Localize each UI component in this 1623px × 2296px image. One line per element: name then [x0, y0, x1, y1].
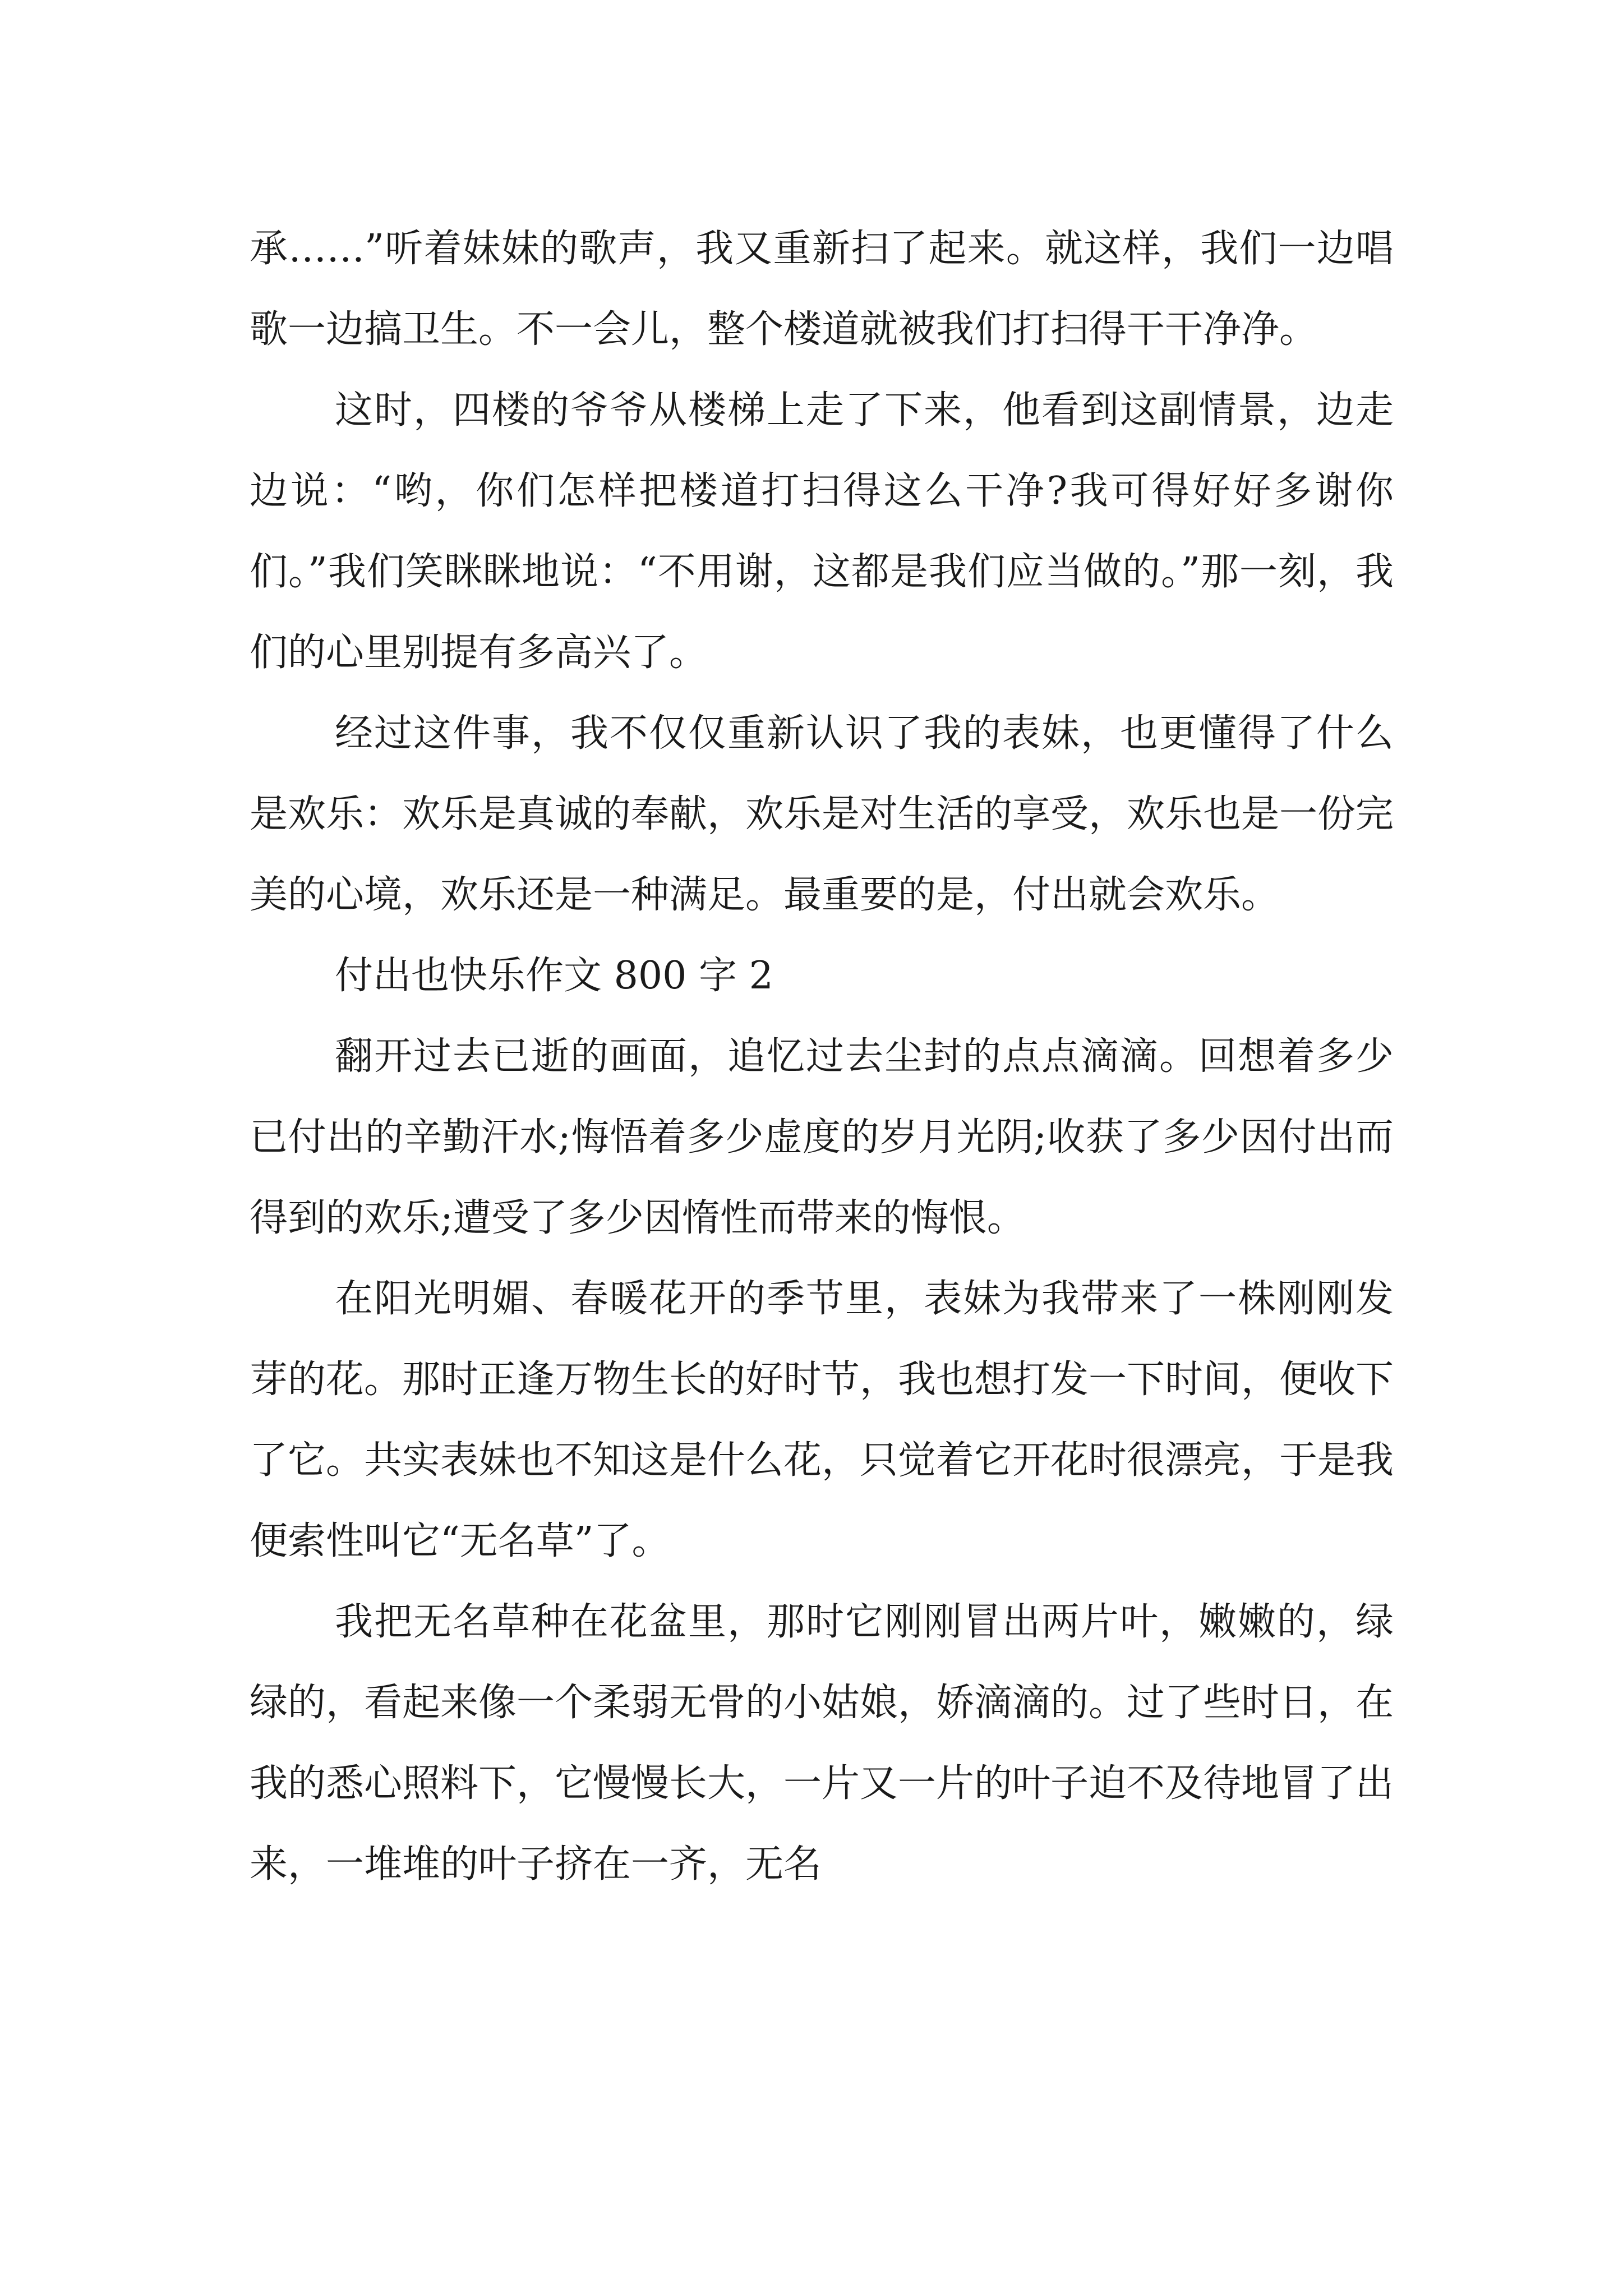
- document-body: [250, 209, 1394, 1905]
- paragraph-1: 承……”听着妹妹的歌声，我又重新扫了起来。就这样，我们一边唱歌一边搞卫生。不一会儿，整个楼道就被我们打扫得干干净净。: [250, 227, 1394, 352]
- paragraph-4: 翻开过去已逝的画面，追忆过去尘封的点点滴滴。回想着多少已付出的辛勤汗水;悔悟着多少虚度的岁月光阴;收获了多少因付出而得到的欢乐;遭受了多少因惰性而带来的悔恨。: [250, 1034, 1394, 1240]
- paragraph-3: 经过这件事，我不仅仅重新认识了我的表妹，也更懂得了什么是欢乐：欢乐是真诚的奉献，欢乐是对生活的享受，欢乐也是一份完美的心境，欢乐还是一种满足。最重要的是，付出就会欢乐。: [250, 711, 1394, 917]
- paragraph-2: 这时，四楼的爷爷从楼梯上走了下来，他看到这副情景，边走边说：“哟，你们怎样把楼道打扫得这么干净?我可得好好多谢你们。”我们笑眯眯地说：“不用谢，这都是我们应当做的。”那一刻，我们的心里别提有多高兴了。: [250, 388, 1394, 675]
- paragraph-6: 我把无名草种在花盆里，那时它刚刚冒出两片叶，嫩嫩的，绿绿的，看起来像一个柔弱无骨的小姑娘，娇滴滴的。过了些时日，在我的悉心照料下，它慢慢长大，一片又一片的叶子迫不及待地冒了出来，一堆堆的叶子挤在一齐，无名: [250, 1600, 1394, 1887]
- paragraph-5: 在阳光明媚、春暖花开的季节里，表妹为我带来了一株刚刚发芽的花。那时正逢万物生长的好时节，我也想打发一下时间，便收下了它。共实表妹也不知这是什么花，只觉着它开花时很漂亮，于是我便索性叫它“无名草”了。: [250, 1277, 1394, 1563]
- section-heading: 付出也快乐作文 800 字 2: [335, 954, 773, 998]
